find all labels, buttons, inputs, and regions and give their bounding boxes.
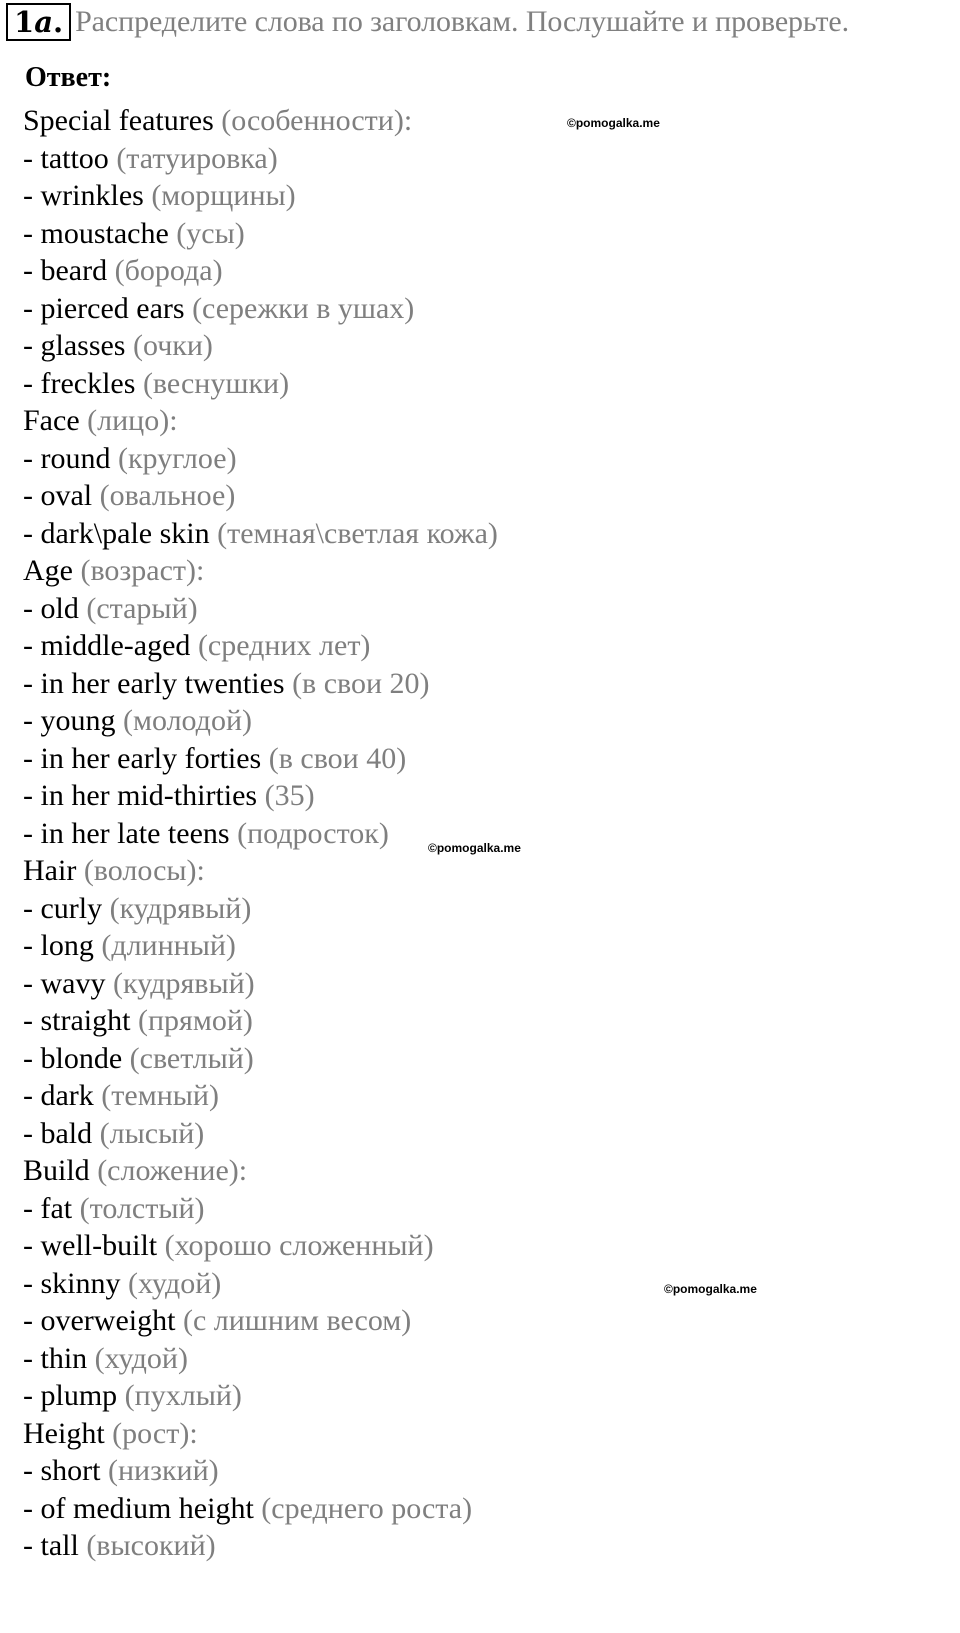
task-number-badge [6, 3, 71, 41]
english-term: - old [23, 591, 79, 625]
vocabulary-item [23, 777, 498, 815]
russian-translation: (с лишним весом) [182, 1304, 412, 1337]
vocabulary-item [23, 1115, 498, 1153]
english-term: - straight [23, 1004, 131, 1037]
vocabulary-item [23, 252, 498, 290]
russian-translation: (морщины) [151, 179, 296, 212]
vocabulary-item [23, 702, 498, 740]
russian-translation: (толстый) [79, 1191, 205, 1225]
english-term: - blonde [23, 1041, 123, 1075]
russian-translation: (среднего роста) [261, 1491, 473, 1525]
russian-translation: (светлый) [129, 1041, 254, 1075]
english-term: Hair [23, 854, 77, 887]
watermark: ©pomogalka.me [567, 116, 660, 130]
vocabulary-list [23, 102, 498, 1565]
heading-colon: : [169, 404, 178, 437]
vocabulary-item [23, 1040, 498, 1078]
english-term: - oval [23, 479, 93, 512]
russian-translation: (сережки в ушах) [192, 291, 415, 325]
russian-translation: (35) [264, 779, 315, 812]
english-term: Face [23, 404, 80, 437]
vocabulary-item [23, 290, 498, 328]
russian-translation: (высокий) [86, 1529, 216, 1562]
russian-translation: (сложение) [97, 1154, 239, 1187]
russian-translation: (хорошо сложенный) [164, 1229, 434, 1262]
russian-translation: (кудрявый) [109, 891, 252, 925]
english-term: - of medium height [23, 1491, 254, 1525]
russian-translation: (кудрявый) [112, 966, 255, 1000]
english-term: - beard [23, 254, 108, 287]
heading-colon: : [196, 854, 205, 887]
vocabulary-item [23, 1340, 498, 1378]
vocabulary-item [23, 477, 498, 515]
heading-colon: : [196, 554, 205, 587]
russian-translation: (старый) [86, 591, 198, 625]
russian-translation: (прямой) [137, 1004, 253, 1037]
vocabulary-item [23, 1452, 498, 1490]
russian-translation: (возраст) [80, 554, 197, 587]
vocabulary-item [23, 440, 498, 478]
english-term: - moustache [23, 216, 169, 250]
task-dot: . [52, 5, 64, 39]
vocabulary-item [23, 890, 498, 928]
russian-translation: (лысый) [99, 1116, 205, 1150]
category-heading [23, 102, 498, 140]
russian-translation: (темный) [101, 1079, 219, 1112]
english-term: - round [23, 441, 111, 475]
english-term: - wavy [23, 966, 106, 1000]
vocabulary-item [23, 1377, 498, 1415]
vocabulary-item [23, 1302, 498, 1340]
russian-translation: (татуировка) [116, 141, 278, 175]
english-term: - well-built [23, 1229, 158, 1262]
english-term: - in her mid-thirties [23, 779, 258, 812]
english-term: - fat [23, 1191, 73, 1225]
vocabulary-item [23, 1190, 498, 1228]
vocabulary-item [23, 1077, 498, 1115]
english-term: - dark [23, 1079, 94, 1112]
heading-colon: : [238, 1154, 248, 1187]
english-term: - tattoo [23, 141, 109, 175]
english-term: - skinny [23, 1266, 121, 1300]
english-term: - thin [23, 1341, 88, 1375]
russian-translation: (в свои 40) [268, 741, 407, 775]
task-letter: a [34, 5, 53, 39]
vocabulary-item [23, 1002, 498, 1040]
russian-translation: (веснушки) [142, 366, 290, 400]
english-term: - curly [23, 891, 103, 925]
vocabulary-item [23, 327, 498, 365]
english-term: - in her early twenties [23, 666, 285, 700]
russian-translation: (низкий) [108, 1454, 219, 1487]
english-term: - middle-aged [23, 629, 191, 662]
russian-translation: (в свои 20) [292, 666, 430, 700]
category-heading [23, 1152, 498, 1190]
heading-colon: : [189, 1416, 198, 1450]
vocabulary-item [23, 177, 498, 215]
vocabulary-item [23, 665, 498, 703]
english-term: - overweight [23, 1304, 176, 1337]
russian-translation: (худой) [128, 1266, 222, 1300]
category-heading [23, 552, 498, 590]
watermark: ©pomogalka.me [428, 841, 521, 855]
russian-translation: (подросток) [237, 816, 389, 850]
russian-translation: (средних лет) [197, 629, 371, 662]
vocabulary-item [23, 627, 498, 665]
russian-translation: (овальное) [99, 479, 236, 512]
vocabulary-item [23, 1265, 498, 1303]
russian-translation: (пухлый) [124, 1379, 242, 1412]
english-term: Special features [23, 104, 214, 137]
english-term: - bald [23, 1116, 93, 1150]
vocabulary-item [23, 140, 498, 178]
russian-translation: (рост) [112, 1416, 190, 1450]
english-term: - wrinkles [23, 179, 144, 212]
vocabulary-item [23, 590, 498, 628]
russian-translation: (круглое) [117, 441, 237, 475]
category-heading [23, 1415, 498, 1453]
russian-translation: (длинный) [101, 929, 236, 962]
english-term: - tall [23, 1529, 79, 1562]
vocabulary-item [23, 515, 498, 553]
english-term: Build [23, 1154, 90, 1187]
task-instruction: Распределите слова по заголовкам. Послушайте и проверьте. [75, 5, 849, 38]
russian-translation: (очки) [132, 329, 213, 362]
task-header [6, 2, 849, 42]
english-term: Height [23, 1416, 105, 1450]
answer-label: Ответ: [25, 62, 112, 93]
vocabulary-item [23, 740, 498, 778]
vocabulary-item [23, 215, 498, 253]
vocabulary-item [23, 1227, 498, 1265]
english-term: - long [23, 929, 94, 962]
vocabulary-item [23, 815, 498, 853]
category-heading [23, 852, 498, 890]
vocabulary-item [23, 1527, 498, 1565]
russian-translation: (особенности) [221, 104, 404, 137]
english-term: - in her early forties [23, 741, 262, 775]
watermark: ©pomogalka.me [664, 1282, 757, 1296]
english-term: - in her late teens [23, 816, 230, 850]
russian-translation: (темная\светлая кожа) [217, 516, 498, 550]
english-term: - young [23, 704, 116, 737]
heading-colon: : [403, 104, 413, 137]
vocabulary-item [23, 965, 498, 1003]
russian-translation: (худой) [94, 1341, 188, 1375]
russian-translation: (борода) [114, 254, 223, 287]
task-number: 1 [14, 5, 35, 39]
english-term: - glasses [23, 329, 126, 362]
russian-translation: (усы) [176, 216, 245, 250]
vocabulary-item [23, 927, 498, 965]
russian-translation: (молодой) [123, 704, 252, 737]
vocabulary-item [23, 1490, 498, 1528]
english-term: - dark\pale skin [23, 516, 210, 550]
english-term: - short [23, 1454, 101, 1487]
english-term: Age [23, 554, 73, 587]
english-term: - plump [23, 1379, 118, 1412]
vocabulary-item [23, 365, 498, 403]
english-term: - pierced ears [23, 291, 185, 325]
russian-translation: (лицо) [87, 404, 170, 437]
english-term: - freckles [23, 366, 136, 400]
russian-translation: (волосы) [83, 854, 197, 887]
category-heading [23, 402, 498, 440]
